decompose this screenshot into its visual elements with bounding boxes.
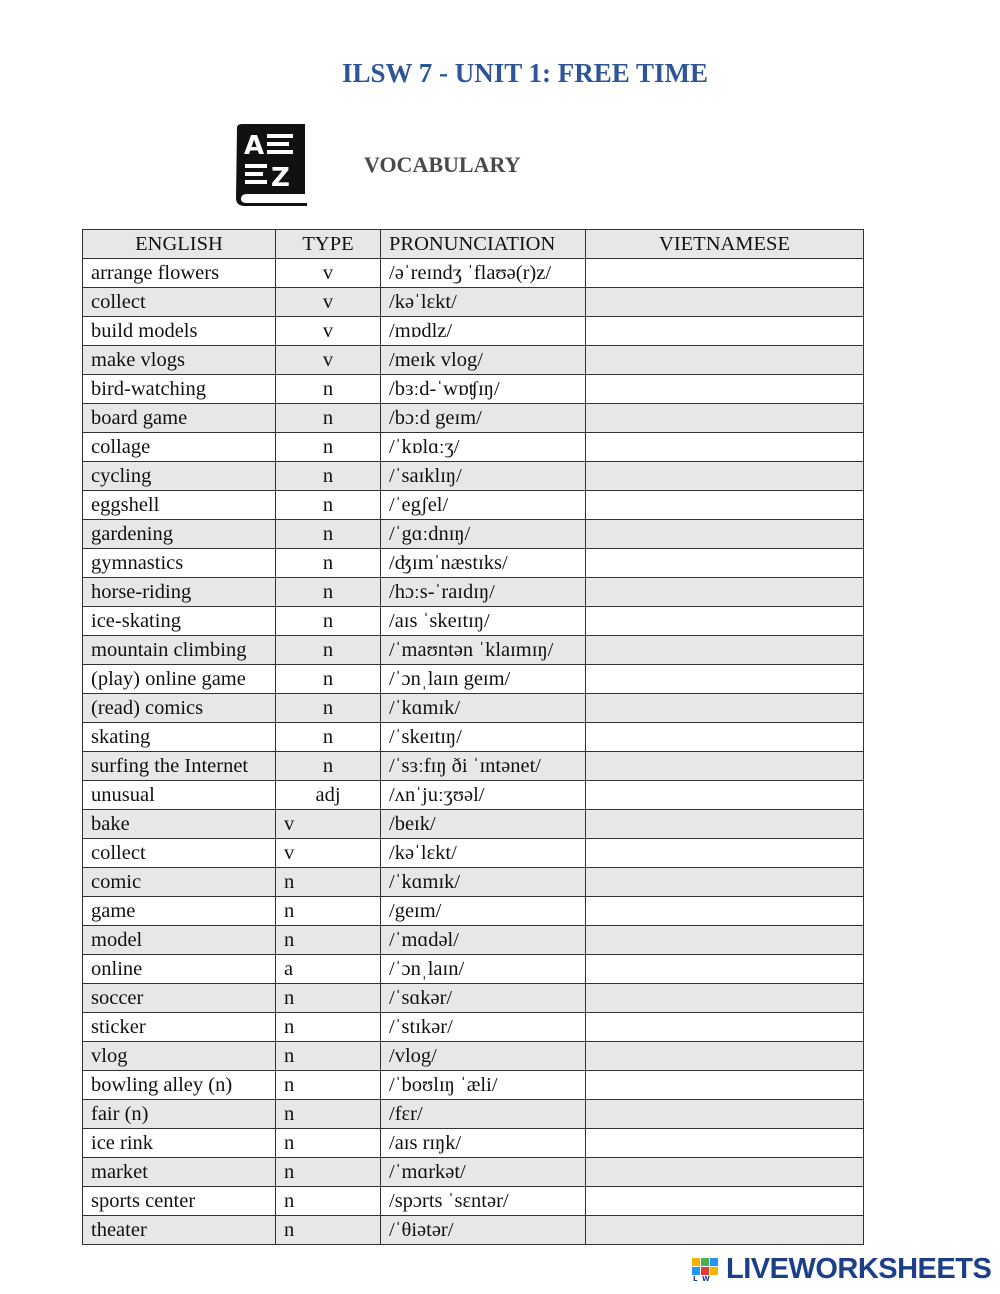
cell-type: v xyxy=(276,810,381,839)
cell-vietnamese[interactable] xyxy=(586,897,864,926)
cell-pronunciation: /ˈgɑːdnɪŋ/ xyxy=(381,520,586,549)
cell-vietnamese[interactable] xyxy=(586,317,864,346)
cell-type: n xyxy=(276,1129,381,1158)
brand-text: LIVEWORKSHEETS xyxy=(726,1252,992,1285)
cell-pronunciation: /ʌnˈjuːʒʊəl/ xyxy=(381,781,586,810)
table-row xyxy=(83,1071,864,1100)
table-body xyxy=(83,259,864,1245)
logo-letter-l: L xyxy=(693,1275,698,1282)
cell-english: build models xyxy=(83,317,276,346)
cell-type: n xyxy=(276,636,381,665)
cell-english: comic xyxy=(83,868,276,897)
cell-vietnamese[interactable] xyxy=(586,1158,864,1187)
table-row xyxy=(83,433,864,462)
cell-type: n xyxy=(276,665,381,694)
cell-pronunciation: /aɪs ˈskeɪtɪŋ/ xyxy=(381,607,586,636)
cell-type: n xyxy=(276,1013,381,1042)
cell-pronunciation: /vlog/ xyxy=(381,1042,586,1071)
cell-pronunciation: /ˈkɑmɪk/ xyxy=(381,868,586,897)
table-row xyxy=(83,462,864,491)
table-row xyxy=(83,346,864,375)
cell-type: v xyxy=(276,317,381,346)
table-row xyxy=(83,1129,864,1158)
table-row xyxy=(83,984,864,1013)
cell-english: board game xyxy=(83,404,276,433)
table-row xyxy=(83,926,864,955)
table-row xyxy=(83,839,864,868)
cell-english: ice rink xyxy=(83,1129,276,1158)
cell-pronunciation: /bɔːd geɪm/ xyxy=(381,404,586,433)
cell-english: gymnastics xyxy=(83,549,276,578)
dictionary-book-icon xyxy=(233,122,309,206)
cell-type: n xyxy=(276,1100,381,1129)
cell-pronunciation: /geɪm/ xyxy=(381,897,586,926)
table-row xyxy=(83,868,864,897)
cell-english: soccer xyxy=(83,984,276,1013)
cell-english: unusual xyxy=(83,781,276,810)
cell-vietnamese[interactable] xyxy=(586,1129,864,1158)
cell-english: mountain climbing xyxy=(83,636,276,665)
cell-type: n xyxy=(276,491,381,520)
cell-type: n xyxy=(276,1216,381,1245)
table-row xyxy=(83,781,864,810)
cell-pronunciation: /aɪs rɪŋk/ xyxy=(381,1129,586,1158)
cell-vietnamese[interactable] xyxy=(586,694,864,723)
table-row xyxy=(83,810,864,839)
brand-logo xyxy=(692,1252,991,1286)
table-row xyxy=(83,375,864,404)
cell-type: v xyxy=(276,288,381,317)
cell-type: n xyxy=(276,1042,381,1071)
table-row xyxy=(83,665,864,694)
cell-vietnamese[interactable] xyxy=(586,607,864,636)
table-row xyxy=(83,317,864,346)
cell-pronunciation: /ˈboʊlɪŋ ˈæli/ xyxy=(381,1071,586,1100)
icon-letter-a: A xyxy=(244,131,265,161)
table-row xyxy=(83,1013,864,1042)
cell-type: n xyxy=(276,926,381,955)
cell-vietnamese[interactable] xyxy=(586,1187,864,1216)
cell-vietnamese[interactable] xyxy=(586,984,864,1013)
table-row xyxy=(83,607,864,636)
cell-english: bird-watching xyxy=(83,375,276,404)
cell-vietnamese[interactable] xyxy=(586,1071,864,1100)
cell-pronunciation: /kəˈlɛkt/ xyxy=(381,288,586,317)
cell-type: n xyxy=(276,549,381,578)
header-vietnamese: VIETNAMESE xyxy=(586,230,864,259)
cell-vietnamese[interactable] xyxy=(586,346,864,375)
cell-vietnamese[interactable] xyxy=(586,926,864,955)
cell-vietnamese[interactable] xyxy=(586,723,864,752)
cell-vietnamese[interactable] xyxy=(586,491,864,520)
cell-pronunciation: /spɔrts ˈsɛntər/ xyxy=(381,1187,586,1216)
table-row xyxy=(83,1158,864,1187)
cell-vietnamese[interactable] xyxy=(586,520,864,549)
table-row xyxy=(83,897,864,926)
cell-pronunciation: /kəˈlɛkt/ xyxy=(381,839,586,868)
cell-english: cycling xyxy=(83,462,276,491)
cell-type: n xyxy=(276,868,381,897)
cell-pronunciation: /ˈsɑkər/ xyxy=(381,984,586,1013)
cell-english: eggshell xyxy=(83,491,276,520)
table-row xyxy=(83,1100,864,1129)
cell-pronunciation: /ˈkɒlɑːʒ/ xyxy=(381,433,586,462)
cell-type: v xyxy=(276,259,381,288)
cell-vietnamese[interactable] xyxy=(586,781,864,810)
cell-pronunciation: /beɪk/ xyxy=(381,810,586,839)
cell-type: n xyxy=(276,375,381,404)
cell-english: collect xyxy=(83,288,276,317)
cell-english: (play) online game xyxy=(83,665,276,694)
cell-english: arrange flowers xyxy=(83,259,276,288)
table-row xyxy=(83,1216,864,1245)
cell-pronunciation: /ʤɪmˈnæstɪks/ xyxy=(381,549,586,578)
cell-english: sticker xyxy=(83,1013,276,1042)
icon-letter-z: Z xyxy=(271,163,290,193)
cell-type: adj xyxy=(276,781,381,810)
liveworksheets-logo-icon xyxy=(692,1256,722,1282)
cell-pronunciation: /ˈskeɪtɪŋ/ xyxy=(381,723,586,752)
cell-pronunciation: /ˈstɪkər/ xyxy=(381,1013,586,1042)
cell-pronunciation: /hɔːs-ˈraɪdɪŋ/ xyxy=(381,578,586,607)
cell-type: n xyxy=(276,433,381,462)
cell-vietnamese[interactable] xyxy=(586,404,864,433)
cell-pronunciation: /ˈɔnˌlaɪn geɪm/ xyxy=(381,665,586,694)
table-row xyxy=(83,636,864,665)
cell-vietnamese[interactable] xyxy=(586,955,864,984)
table-row xyxy=(83,259,864,288)
cell-english: ice-skating xyxy=(83,607,276,636)
cell-english: theater xyxy=(83,1216,276,1245)
cell-pronunciation: /ˈɔnˌlaɪn/ xyxy=(381,955,586,984)
cell-pronunciation: /ˈmaʊntən ˈklaɪmɪŋ/ xyxy=(381,636,586,665)
cell-pronunciation: /ˈsɜːfɪŋ ði ˈɪntənet/ xyxy=(381,752,586,781)
cell-vietnamese[interactable] xyxy=(586,665,864,694)
header-english: ENGLISH xyxy=(83,230,276,259)
cell-english: skating xyxy=(83,723,276,752)
cell-vietnamese[interactable] xyxy=(586,259,864,288)
cell-vietnamese[interactable] xyxy=(586,1042,864,1071)
cell-vietnamese[interactable] xyxy=(586,1100,864,1129)
cell-vietnamese[interactable] xyxy=(586,462,864,491)
cell-english: model xyxy=(83,926,276,955)
cell-pronunciation: /ˈkɑmɪk/ xyxy=(381,694,586,723)
table-row xyxy=(83,723,864,752)
cell-pronunciation: /fɛr/ xyxy=(381,1100,586,1129)
cell-pronunciation: /bɜːd-ˈwɒʧɪŋ/ xyxy=(381,375,586,404)
table-row xyxy=(83,549,864,578)
cell-type: a xyxy=(276,955,381,984)
cell-vietnamese[interactable] xyxy=(586,752,864,781)
header-type: TYPE xyxy=(276,230,381,259)
header-pronunciation: PRONUNCIATION xyxy=(381,230,586,259)
cell-type: n xyxy=(276,607,381,636)
cell-pronunciation: /ˈmɑdəl/ xyxy=(381,926,586,955)
table-header-row xyxy=(83,230,864,259)
cell-type: n xyxy=(276,1071,381,1100)
table-row xyxy=(83,491,864,520)
cell-type: n xyxy=(276,404,381,433)
cell-pronunciation: /ˈmɑrkət/ xyxy=(381,1158,586,1187)
cell-english: horse-riding xyxy=(83,578,276,607)
cell-vietnamese[interactable] xyxy=(586,549,864,578)
cell-vietnamese[interactable] xyxy=(586,636,864,665)
table-row xyxy=(83,520,864,549)
cell-type: v xyxy=(276,839,381,868)
cell-english: fair (n) xyxy=(83,1100,276,1129)
cell-english: gardening xyxy=(83,520,276,549)
cell-type: v xyxy=(276,346,381,375)
cell-type: n xyxy=(276,897,381,926)
cell-pronunciation: /ˈθiətər/ xyxy=(381,1216,586,1245)
table-row xyxy=(83,1187,864,1216)
vocabulary-table xyxy=(82,229,864,1245)
cell-english: make vlogs xyxy=(83,346,276,375)
cell-pronunciation: /ˈsaɪklɪŋ/ xyxy=(381,462,586,491)
cell-vietnamese[interactable] xyxy=(586,578,864,607)
table-row xyxy=(83,955,864,984)
cell-pronunciation: /meɪk vlog/ xyxy=(381,346,586,375)
cell-english: market xyxy=(83,1158,276,1187)
cell-type: n xyxy=(276,520,381,549)
cell-english: bake xyxy=(83,810,276,839)
table-row xyxy=(83,288,864,317)
cell-vietnamese[interactable] xyxy=(586,839,864,868)
cell-pronunciation: /əˈreɪndʒ ˈflaʊə(r)z/ xyxy=(381,259,586,288)
table-row xyxy=(83,1042,864,1071)
cell-vietnamese[interactable] xyxy=(586,375,864,404)
cell-english: collect xyxy=(83,839,276,868)
cell-vietnamese[interactable] xyxy=(586,288,864,317)
cell-pronunciation: /ˈegʃel/ xyxy=(381,491,586,520)
table-row xyxy=(83,578,864,607)
table-row xyxy=(83,404,864,433)
cell-vietnamese[interactable] xyxy=(586,810,864,839)
cell-english: sports center xyxy=(83,1187,276,1216)
table-row xyxy=(83,752,864,781)
cell-english: bowling alley (n) xyxy=(83,1071,276,1100)
cell-vietnamese[interactable] xyxy=(586,433,864,462)
cell-type: n xyxy=(276,752,381,781)
cell-english: game xyxy=(83,897,276,926)
logo-letter-w: W xyxy=(702,1275,710,1282)
cell-type: n xyxy=(276,1158,381,1187)
page-title: ILSW 7 - UNIT 1: FREE TIME xyxy=(341,58,709,88)
cell-english: vlog xyxy=(83,1042,276,1071)
cell-english: (read) comics xyxy=(83,694,276,723)
section-label: VOCABULARY xyxy=(364,152,521,177)
cell-vietnamese[interactable] xyxy=(586,1216,864,1245)
cell-type: n xyxy=(276,694,381,723)
cell-english: collage xyxy=(83,433,276,462)
cell-vietnamese[interactable] xyxy=(586,1013,864,1042)
cell-type: n xyxy=(276,578,381,607)
cell-vietnamese[interactable] xyxy=(586,868,864,897)
cell-english: surfing the Internet xyxy=(83,752,276,781)
cell-english: online xyxy=(83,955,276,984)
table-row xyxy=(83,694,864,723)
cell-pronunciation: /mɒdlz/ xyxy=(381,317,586,346)
cell-type: n xyxy=(276,462,381,491)
cell-type: n xyxy=(276,1187,381,1216)
cell-type: n xyxy=(276,984,381,1013)
cell-type: n xyxy=(276,723,381,752)
